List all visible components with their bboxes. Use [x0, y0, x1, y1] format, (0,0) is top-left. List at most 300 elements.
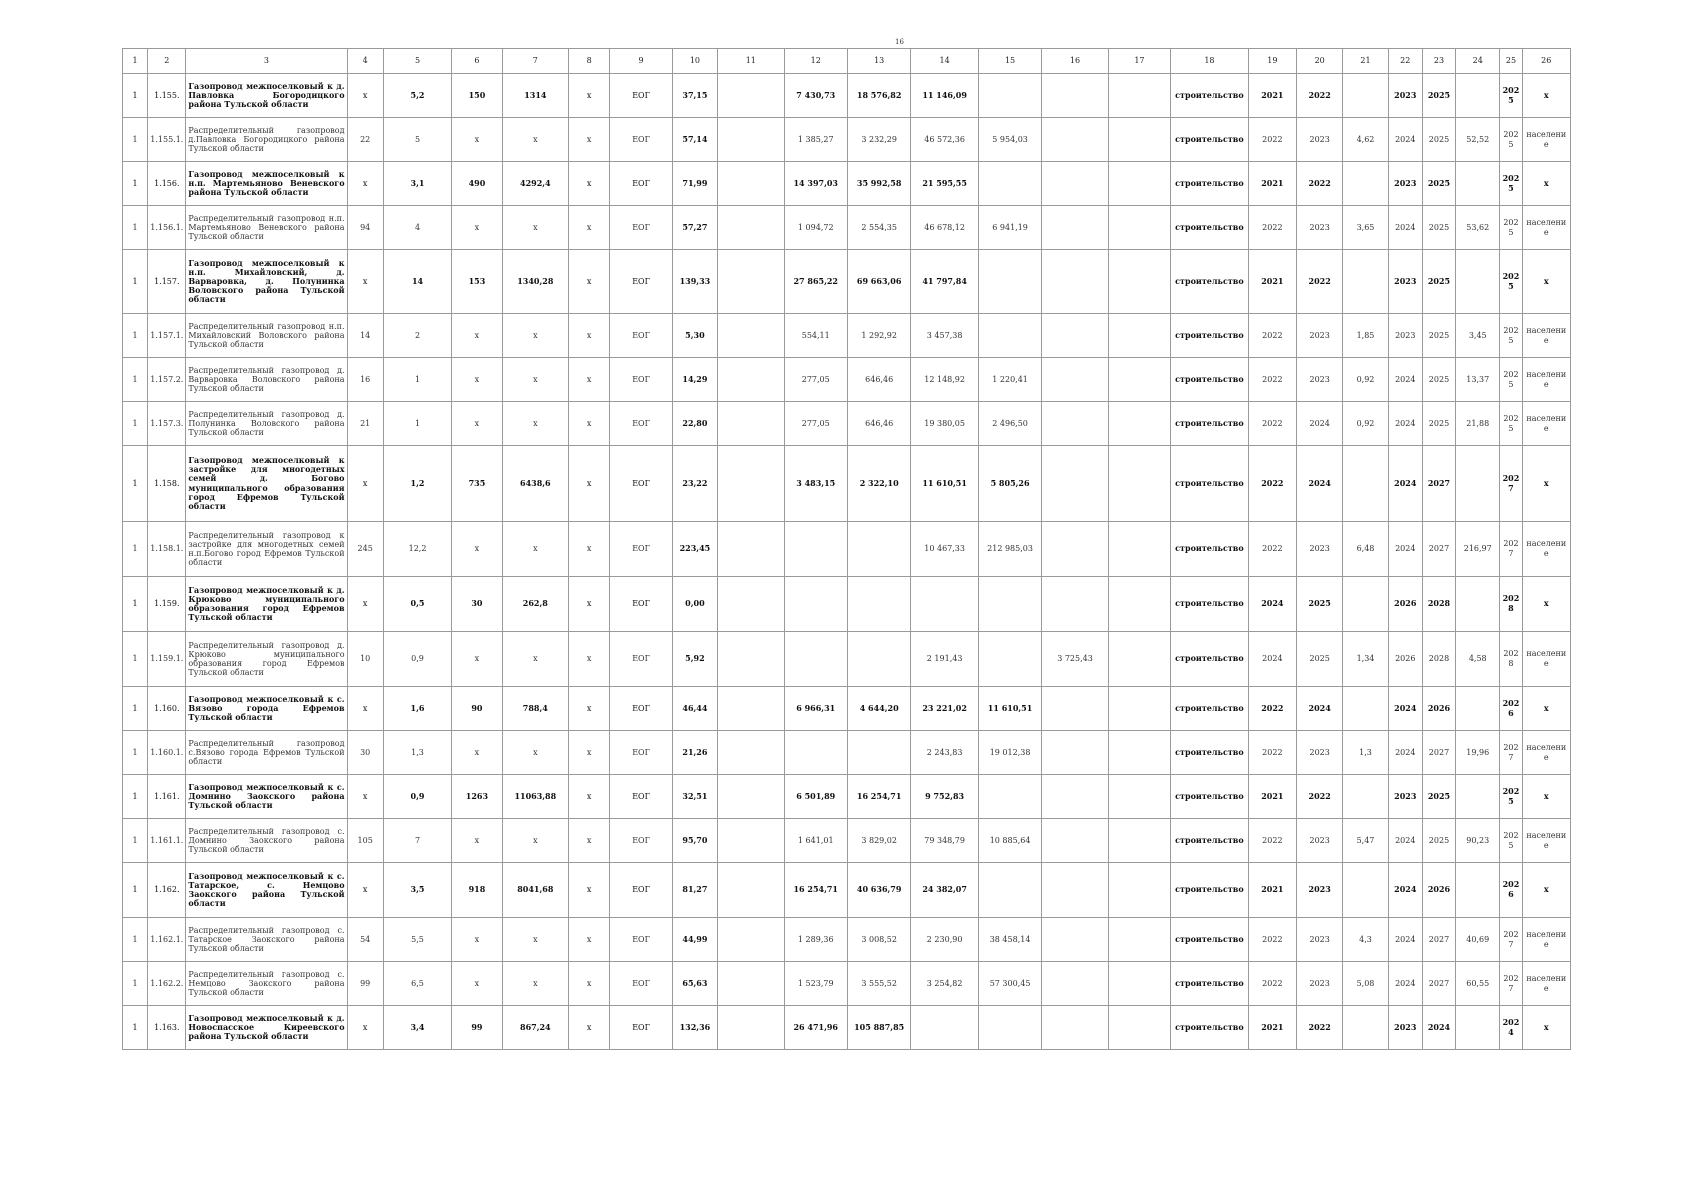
table-cell — [718, 632, 784, 687]
column-header: 15 — [978, 49, 1041, 74]
table-row — [123, 687, 1571, 731]
table-cell — [1343, 250, 1388, 314]
table-cell — [1042, 863, 1108, 918]
table-cell: 2022 — [1248, 819, 1296, 863]
table-cell: 2027 — [1500, 731, 1522, 775]
table-cell — [1042, 314, 1108, 358]
table-cell: х — [347, 775, 383, 819]
table-cell — [718, 863, 784, 918]
table-cell: 3 254,82 — [911, 962, 978, 1006]
table-cell: х — [569, 577, 610, 632]
column-header: 25 — [1500, 49, 1522, 74]
table-cell: 21,26 — [672, 731, 717, 775]
table-cell: 2025 — [1422, 358, 1455, 402]
table-cell: 0,9 — [383, 775, 451, 819]
table-cell: 1.155.1. — [148, 118, 186, 162]
table-cell: 2022 — [1297, 775, 1343, 819]
table-cell: 2022 — [1248, 358, 1296, 402]
table-cell: ЕОГ — [610, 118, 672, 162]
table-cell — [1042, 1006, 1108, 1050]
table-cell: х — [502, 962, 568, 1006]
column-header: 10 — [672, 49, 717, 74]
table-cell: 11063,88 — [502, 775, 568, 819]
table-cell: 1.160. — [148, 687, 186, 731]
table-cell: 6,5 — [383, 962, 451, 1006]
table-cell: х — [569, 918, 610, 962]
column-header: 9 — [610, 49, 672, 74]
table-cell: 3 725,43 — [1042, 632, 1108, 687]
column-header: 2 — [148, 49, 186, 74]
table-cell: 2024 — [1388, 358, 1422, 402]
table-cell: 1 — [383, 358, 451, 402]
table-cell — [847, 731, 910, 775]
table-cell — [1042, 918, 1108, 962]
table-cell: 10 — [347, 632, 383, 687]
table-cell — [847, 632, 910, 687]
table-cell — [1108, 1006, 1170, 1050]
table-cell: х — [452, 358, 502, 402]
table-cell: 1 — [123, 118, 148, 162]
table-row — [123, 731, 1571, 775]
table-cell: 216,97 — [1456, 522, 1500, 577]
table-cell: 7 — [383, 819, 451, 863]
table-cell: 5 — [383, 118, 451, 162]
table-cell: 2022 — [1297, 1006, 1343, 1050]
object-name-cell: Распределительный газопровод д. Полунинка Воловского района Тульской области — [186, 402, 347, 446]
table-cell: 2022 — [1248, 118, 1296, 162]
table-cell: 2024 — [1388, 918, 1422, 962]
table-cell — [1108, 74, 1170, 118]
column-header: 13 — [847, 49, 910, 74]
column-header: 4 — [347, 49, 383, 74]
table-cell — [1456, 1006, 1500, 1050]
table-cell: 0,9 — [383, 632, 451, 687]
column-header: 1 — [123, 49, 148, 74]
table-cell: 2025 — [1422, 775, 1455, 819]
table-cell: 2027 — [1422, 446, 1455, 522]
table-cell: 788,4 — [502, 687, 568, 731]
table-cell: 4,3 — [1343, 918, 1388, 962]
table-cell: 57,27 — [672, 206, 717, 250]
table-cell: 99 — [347, 962, 383, 1006]
table-cell: 22 — [347, 118, 383, 162]
table-cell: 2025 — [1500, 74, 1522, 118]
table-row — [123, 522, 1571, 577]
table-row — [123, 118, 1571, 162]
table-cell: 1 — [123, 577, 148, 632]
object-name-cell: Газопровод межпоселковый к д. Павловка Богородицкого района Тульской области — [186, 74, 347, 118]
table-cell: 2023 — [1297, 522, 1343, 577]
table-cell: 2023 — [1388, 74, 1422, 118]
table-cell: 2027 — [1500, 522, 1522, 577]
table-cell: 26 471,96 — [784, 1006, 847, 1050]
table-cell: 2021 — [1248, 1006, 1296, 1050]
table-cell — [718, 206, 784, 250]
table-cell: 1 — [123, 522, 148, 577]
table-cell — [1042, 358, 1108, 402]
table-cell: 2022 — [1297, 74, 1343, 118]
table-cell: 27 865,22 — [784, 250, 847, 314]
table-cell: строительство — [1171, 446, 1249, 522]
table-cell: 2025 — [1422, 402, 1455, 446]
table-cell: х — [1522, 1006, 1570, 1050]
table-cell — [1042, 250, 1108, 314]
table-cell: х — [347, 687, 383, 731]
table-cell — [1108, 118, 1170, 162]
object-name-cell: Газопровод межпоселковый к с. Татарское, с. Немцово Заокского района Тульской области — [186, 863, 347, 918]
table-cell: х — [347, 74, 383, 118]
object-name-cell: Газопровод межпоселковый к н.п. Михайловский, д. Варваровка, д. Полунинка Воловского района Тульской области — [186, 250, 347, 314]
table-cell: 2022 — [1297, 250, 1343, 314]
table-cell — [1343, 775, 1388, 819]
table-cell — [1108, 250, 1170, 314]
table-cell: 1 — [123, 402, 148, 446]
table-cell: х — [452, 731, 502, 775]
table-cell: 35 992,58 — [847, 162, 910, 206]
table-cell — [718, 819, 784, 863]
table-cell: 1 — [123, 962, 148, 1006]
table-cell: 2023 — [1388, 775, 1422, 819]
table-cell — [1042, 206, 1108, 250]
table-cell: 1.156. — [148, 162, 186, 206]
table-cell: 9 752,83 — [911, 775, 978, 819]
table-cell — [1456, 250, 1500, 314]
table-cell: х — [569, 358, 610, 402]
table-cell: 262,8 — [502, 577, 568, 632]
table-cell — [1042, 819, 1108, 863]
table-cell: 1 — [123, 314, 148, 358]
table-cell: 2024 — [1388, 118, 1422, 162]
table-cell: 2 243,83 — [911, 731, 978, 775]
table-cell: 4,62 — [1343, 118, 1388, 162]
table-cell: 1 523,79 — [784, 962, 847, 1006]
table-cell: ЕОГ — [610, 206, 672, 250]
table-cell: х — [502, 731, 568, 775]
table-cell: 2025 — [1422, 819, 1455, 863]
table-cell: 1340,28 — [502, 250, 568, 314]
table-cell: 5,47 — [1343, 819, 1388, 863]
table-cell: 54 — [347, 918, 383, 962]
table-cell: х — [452, 632, 502, 687]
table-cell: 41 797,84 — [911, 250, 978, 314]
table-cell: 2025 — [1500, 402, 1522, 446]
table-cell: ЕОГ — [610, 577, 672, 632]
table-cell: 81,27 — [672, 863, 717, 918]
table-cell: население — [1522, 522, 1570, 577]
table-cell: 99 — [452, 1006, 502, 1050]
table-cell: 554,11 — [784, 314, 847, 358]
object-name-cell: Газопровод межпоселковый к н.п. Мартемьяново Веневского района Тульской области — [186, 162, 347, 206]
table-cell — [1108, 522, 1170, 577]
table-cell: 5,30 — [672, 314, 717, 358]
table-cell: 2026 — [1388, 577, 1422, 632]
table-cell — [1343, 687, 1388, 731]
table-cell: х — [569, 314, 610, 358]
table-cell — [1456, 775, 1500, 819]
table-cell: 646,46 — [847, 358, 910, 402]
table-cell: 1 — [123, 206, 148, 250]
header-row — [123, 49, 1571, 74]
table-cell — [978, 577, 1041, 632]
table-cell: ЕОГ — [610, 162, 672, 206]
table-cell: ЕОГ — [610, 522, 672, 577]
table-cell: 105 — [347, 819, 383, 863]
table-cell: х — [1522, 162, 1570, 206]
table-cell: 2024 — [1422, 1006, 1455, 1050]
table-cell: 46,44 — [672, 687, 717, 731]
object-name-cell: Газопровод межпоселковый к с. Вязово города Ефремов Тульской области — [186, 687, 347, 731]
table-cell: 10 885,64 — [978, 819, 1041, 863]
table-cell: х — [569, 962, 610, 1006]
table-cell: 2026 — [1500, 863, 1522, 918]
table-cell: ЕОГ — [610, 74, 672, 118]
table-cell: 14,29 — [672, 358, 717, 402]
table-cell: 4 — [383, 206, 451, 250]
table-cell — [847, 577, 910, 632]
table-cell: 1 — [123, 358, 148, 402]
table-row — [123, 632, 1571, 687]
table-cell: 1 220,41 — [978, 358, 1041, 402]
table-cell: 40 636,79 — [847, 863, 910, 918]
object-name-cell: Газопровод межпоселковый к д. Новоспасское Киреевского района Тульской области — [186, 1006, 347, 1050]
table-cell: 1 — [123, 687, 148, 731]
table-cell — [978, 775, 1041, 819]
table-cell: 2025 — [1422, 250, 1455, 314]
table-cell: 2 230,90 — [911, 918, 978, 962]
table-cell: х — [1522, 446, 1570, 522]
table-cell: х — [502, 918, 568, 962]
table-cell: х — [502, 358, 568, 402]
table-cell: 2021 — [1248, 863, 1296, 918]
table-cell: 2024 — [1388, 446, 1422, 522]
table-cell: строительство — [1171, 358, 1249, 402]
table-cell: строительство — [1171, 522, 1249, 577]
table-cell: 2023 — [1297, 863, 1343, 918]
table-cell: х — [569, 74, 610, 118]
table-cell: х — [452, 206, 502, 250]
table-cell: х — [1522, 577, 1570, 632]
table-cell: 1314 — [502, 74, 568, 118]
table-cell: ЕОГ — [610, 446, 672, 522]
table-cell: 2025 — [1500, 358, 1522, 402]
table-cell — [1042, 522, 1108, 577]
table-cell: 2024 — [1388, 206, 1422, 250]
table-cell: 5 805,26 — [978, 446, 1041, 522]
table-cell: 1 — [123, 250, 148, 314]
table-cell: 245 — [347, 522, 383, 577]
table-cell: 3,1 — [383, 162, 451, 206]
table-cell: строительство — [1171, 918, 1249, 962]
table-cell: строительство — [1171, 731, 1249, 775]
table-cell: 5,2 — [383, 74, 451, 118]
table-cell: 2022 — [1248, 206, 1296, 250]
table-cell: 3 829,02 — [847, 819, 910, 863]
table-cell — [1343, 74, 1388, 118]
table-row — [123, 1006, 1571, 1050]
table-cell: 2025 — [1297, 632, 1343, 687]
table-cell — [1456, 577, 1500, 632]
table-cell: 3 555,52 — [847, 962, 910, 1006]
page-number: 16 — [895, 38, 904, 46]
table-cell — [718, 402, 784, 446]
table-cell: 1.159. — [148, 577, 186, 632]
table-row — [123, 74, 1571, 118]
table-cell: х — [452, 819, 502, 863]
table-cell: 2023 — [1297, 962, 1343, 1006]
table-cell: 2 496,50 — [978, 402, 1041, 446]
object-name-cell: Газопровод межпоселковый к д. Крюково муниципального образования город Ефремов Тульской области — [186, 577, 347, 632]
table-cell: 2026 — [1500, 687, 1522, 731]
table-cell: строительство — [1171, 402, 1249, 446]
table-cell: х — [569, 863, 610, 918]
table-cell — [978, 250, 1041, 314]
table-row — [123, 358, 1571, 402]
table-cell: 2022 — [1248, 402, 1296, 446]
table-cell: 2023 — [1297, 206, 1343, 250]
table-cell: 57,14 — [672, 118, 717, 162]
table-cell: 918 — [452, 863, 502, 918]
table-row — [123, 819, 1571, 863]
table-cell — [718, 118, 784, 162]
table-cell: х — [452, 962, 502, 1006]
table-cell — [1042, 962, 1108, 1006]
table-cell: х — [347, 1006, 383, 1050]
table-cell: 2024 — [1388, 863, 1422, 918]
table-cell: х — [569, 118, 610, 162]
table-cell: х — [347, 446, 383, 522]
table-row — [123, 162, 1571, 206]
table-cell: 1 292,92 — [847, 314, 910, 358]
table-cell: 23 221,02 — [911, 687, 978, 731]
table-cell: 1 — [123, 1006, 148, 1050]
table-cell: х — [1522, 74, 1570, 118]
table-cell: ЕОГ — [610, 358, 672, 402]
table-cell: 60,55 — [1456, 962, 1500, 1006]
table-cell: 52,52 — [1456, 118, 1500, 162]
table-cell: х — [502, 314, 568, 358]
table-cell: 1.160.1. — [148, 731, 186, 775]
column-header: 11 — [718, 49, 784, 74]
table-cell — [1108, 446, 1170, 522]
table-cell: 212 985,03 — [978, 522, 1041, 577]
table-cell: строительство — [1171, 819, 1249, 863]
table-cell: строительство — [1171, 314, 1249, 358]
column-header: 18 — [1171, 49, 1249, 74]
table-cell: 19,96 — [1456, 731, 1500, 775]
table-cell — [1042, 162, 1108, 206]
table-cell: 2024 — [1388, 819, 1422, 863]
object-name-cell: Распределительный газопровод с. Домнино Заокского района Тульской области — [186, 819, 347, 863]
table-cell: 44,99 — [672, 918, 717, 962]
column-header: 17 — [1108, 49, 1170, 74]
table-cell: 490 — [452, 162, 502, 206]
table-cell: 223,45 — [672, 522, 717, 577]
table-cell: строительство — [1171, 118, 1249, 162]
table-cell: 2 322,10 — [847, 446, 910, 522]
table-cell: 2024 — [1248, 632, 1296, 687]
table-cell — [718, 74, 784, 118]
table-cell: население — [1522, 731, 1570, 775]
table-cell: 79 348,79 — [911, 819, 978, 863]
table-cell: 2025 — [1500, 162, 1522, 206]
table-cell: 2025 — [1422, 74, 1455, 118]
table-cell: 735 — [452, 446, 502, 522]
table-cell: 24 382,07 — [911, 863, 978, 918]
table-cell: 1 — [123, 74, 148, 118]
table-cell: 16 — [347, 358, 383, 402]
table-cell: 1263 — [452, 775, 502, 819]
table-cell — [1042, 577, 1108, 632]
table-row — [123, 918, 1571, 962]
table-cell — [718, 358, 784, 402]
table-cell: 30 — [347, 731, 383, 775]
table-cell: 2024 — [1388, 962, 1422, 1006]
table-cell: 2027 — [1422, 918, 1455, 962]
table-cell: 2023 — [1297, 819, 1343, 863]
table-cell: 12,2 — [383, 522, 451, 577]
table-cell: 6 501,89 — [784, 775, 847, 819]
table-cell: 69 663,06 — [847, 250, 910, 314]
table-cell: х — [569, 775, 610, 819]
table-cell: 1 — [123, 918, 148, 962]
table-cell: ЕОГ — [610, 863, 672, 918]
table-cell: х — [347, 250, 383, 314]
table-cell: население — [1522, 962, 1570, 1006]
table-cell: 2024 — [1500, 1006, 1522, 1050]
table-cell: 867,24 — [502, 1006, 568, 1050]
table-cell: ЕОГ — [610, 402, 672, 446]
table-cell: 2024 — [1248, 577, 1296, 632]
table-cell: ЕОГ — [610, 250, 672, 314]
table-cell: 1 — [123, 731, 148, 775]
table-cell: 57 300,45 — [978, 962, 1041, 1006]
column-header: 22 — [1388, 49, 1422, 74]
table-cell: строительство — [1171, 206, 1249, 250]
table-cell: 11 146,09 — [911, 74, 978, 118]
table-cell: 2022 — [1248, 522, 1296, 577]
table-cell: 2025 — [1422, 162, 1455, 206]
column-header: 6 — [452, 49, 502, 74]
table-cell: х — [347, 162, 383, 206]
column-header: 23 — [1422, 49, 1455, 74]
table-cell: 1,85 — [1343, 314, 1388, 358]
table-cell: 0,92 — [1343, 402, 1388, 446]
table-cell: 277,05 — [784, 358, 847, 402]
table-cell: 23,22 — [672, 446, 717, 522]
column-header: 3 — [186, 49, 347, 74]
table-cell: х — [1522, 250, 1570, 314]
table-cell: 32,51 — [672, 775, 717, 819]
column-header: 19 — [1248, 49, 1296, 74]
table-cell: 3 008,52 — [847, 918, 910, 962]
table-cell — [1108, 358, 1170, 402]
table-cell: 6,48 — [1343, 522, 1388, 577]
table-cell: 1.157.1. — [148, 314, 186, 358]
table-cell: 153 — [452, 250, 502, 314]
table-cell: 2025 — [1422, 314, 1455, 358]
table-cell: 12 148,92 — [911, 358, 978, 402]
table-cell: 2028 — [1422, 632, 1455, 687]
table-cell: 65,63 — [672, 962, 717, 1006]
table-cell: строительство — [1171, 162, 1249, 206]
table-cell: 5,92 — [672, 632, 717, 687]
object-name-cell: Распределительный газопровод д. Крюково муниципального образования город Ефремов Тульской области — [186, 632, 347, 687]
table-cell: 0,00 — [672, 577, 717, 632]
table-row — [123, 577, 1571, 632]
table-cell — [1456, 863, 1500, 918]
table-cell — [718, 687, 784, 731]
table-cell: 21 — [347, 402, 383, 446]
